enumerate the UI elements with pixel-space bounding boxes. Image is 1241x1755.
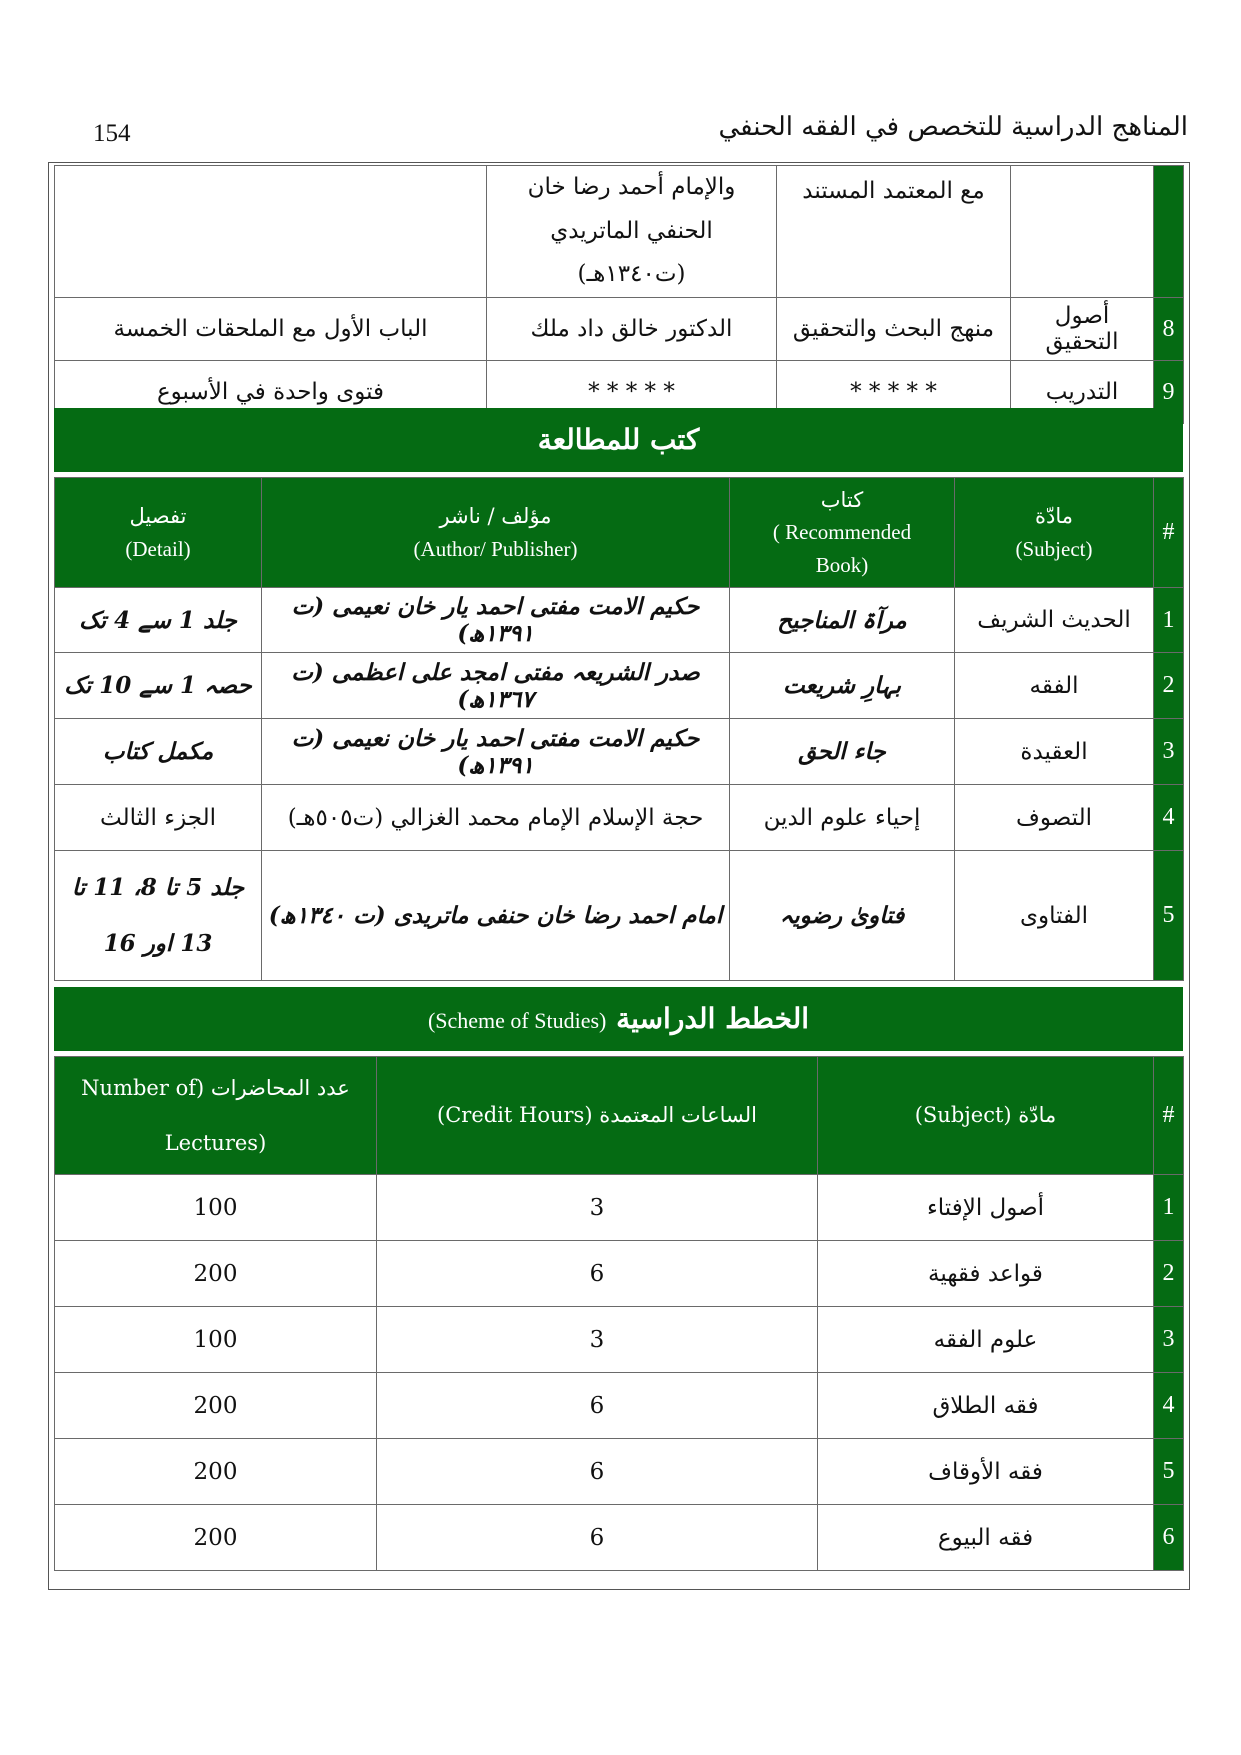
reading-books-table — [54, 477, 1184, 981]
header-author-en: (Author/ Publisher) — [413, 536, 578, 561]
row-number: 8 — [1154, 298, 1184, 361]
table-row — [55, 1439, 1184, 1505]
header-number: # — [1154, 1057, 1184, 1175]
header-subject-en: (Subject) — [1015, 536, 1093, 561]
header-subject-ar: مادّة — [1034, 503, 1073, 528]
subject-cell: العقيدة — [955, 719, 1154, 785]
subject-cell: أصول الإفتاء — [818, 1175, 1154, 1241]
subject-cell: علوم الفقه — [818, 1307, 1154, 1373]
author-cell: صدر الشریعہ مفتی امجد علی اعظمی (ت ١٣٦٧ھ) — [262, 653, 730, 719]
lectures-cell: 200 — [55, 1241, 377, 1307]
header-lectures-line1: عدد المحاضرات (Number of — [81, 1075, 350, 1100]
detail-cell: فتوى واحدة في الأسبوع — [55, 361, 487, 424]
book-cell: منهج البحث والتحقيق — [777, 298, 1011, 361]
reading-books-title: كتب للمطالعة — [537, 423, 700, 456]
table-row — [55, 298, 1184, 361]
row-number: 5 — [1154, 851, 1184, 981]
page-header-title: المناهج الدراسية للتخصص في الفقه الحنفي — [718, 112, 1188, 142]
credit-hours-cell: 3 — [377, 1175, 818, 1241]
subject-cell: فقه الأوقاف — [818, 1439, 1154, 1505]
row-number: 2 — [1154, 1241, 1184, 1307]
subject-cell — [1011, 166, 1154, 298]
row-number: 1 — [1154, 588, 1184, 653]
row-number: 3 — [1154, 1307, 1184, 1373]
book-cell: إحياء علوم الدين — [730, 785, 955, 851]
row-number — [1154, 166, 1184, 298]
author-cell: الدكتور خالق داد ملك — [487, 298, 777, 361]
header-author — [262, 478, 730, 588]
author-cell: امام احمد رضا خان حنفی ماتریدی (ت ١٣٤٠ھ) — [262, 851, 730, 981]
subject-cell: قواعد فقهية — [818, 1241, 1154, 1307]
detail-cell: الجزء الثالث — [55, 785, 262, 851]
table-row — [55, 166, 1184, 298]
book-cell: مرآۃ المناجیح — [730, 588, 955, 653]
author-cell: والإمام أحمد رضا خان الحنفي الماتريدي (ت١٣٤٠هـ) — [487, 166, 777, 298]
detail-cell: جلد 5 تا 8، 11 تا 13 اور 16 — [55, 851, 262, 981]
row-number: 6 — [1154, 1505, 1184, 1571]
row-number: 2 — [1154, 653, 1184, 719]
lectures-cell: 200 — [55, 1373, 377, 1439]
page-number: 154 — [93, 120, 131, 147]
table-row — [55, 1241, 1184, 1307]
subject-cell: فقه البيوع — [818, 1505, 1154, 1571]
header-lectures-line2: (Lectures — [164, 1130, 267, 1155]
credit-hours-cell: 6 — [377, 1439, 818, 1505]
subject-cell: التصوف — [955, 785, 1154, 851]
continued-curriculum-table — [54, 165, 1184, 424]
book-cell: * * * * * — [777, 361, 1011, 424]
credit-hours-cell: 6 — [377, 1241, 818, 1307]
row-number: 4 — [1154, 1373, 1184, 1439]
scheme-title-en: (Scheme of Studies) — [427, 1008, 607, 1033]
table-row — [55, 1307, 1184, 1373]
header-detail — [55, 478, 262, 588]
lectures-cell: 100 — [55, 1307, 377, 1373]
header-number: # — [1154, 478, 1184, 588]
lectures-cell: 200 — [55, 1439, 377, 1505]
scheme-title-ar: الخطط الدراسية — [616, 1002, 810, 1035]
header-subject — [955, 478, 1154, 588]
book-cell: بہارِ شریعت — [730, 653, 955, 719]
table-row — [55, 588, 1184, 653]
row-number: 1 — [1154, 1175, 1184, 1241]
header-book — [730, 478, 955, 588]
detail-cell: الباب الأول مع الملحقات الخمسة — [55, 298, 487, 361]
subject-cell: الفقه — [955, 653, 1154, 719]
subject-cell: فقه الطلاق — [818, 1373, 1154, 1439]
header-book-ar: كتاب — [820, 487, 864, 512]
subject-cell: التدريب — [1011, 361, 1154, 424]
table-row — [55, 851, 1184, 981]
row-number: 9 — [1154, 361, 1184, 424]
header-author-ar: مؤلف / ناشر — [439, 503, 552, 528]
author-cell: حجة الإسلام الإمام محمد الغزالي (ت٥٠٥هـ) — [262, 785, 730, 851]
table-row — [55, 1373, 1184, 1439]
header-subject: مادّة (Subject) — [818, 1057, 1154, 1175]
header-detail-en: (Detail) — [125, 536, 191, 561]
table-row — [55, 1175, 1184, 1241]
header-book-en-2: (Book — [815, 552, 869, 577]
lectures-cell: 100 — [55, 1175, 377, 1241]
table-row — [55, 785, 1184, 851]
scheme-of-studies-banner — [54, 987, 1183, 1051]
book-cell: فتاویٰ رضویہ — [730, 851, 955, 981]
author-cell: حکیم الامت مفتی احمد یار خان نعیمی (ت ١٣٩١ھ) — [262, 719, 730, 785]
subject-cell: الفتاوى — [955, 851, 1154, 981]
author-cell: * * * * * — [487, 361, 777, 424]
book-cell: مع المعتمد المستند — [777, 166, 1011, 298]
table-row — [55, 719, 1184, 785]
credit-hours-cell: 6 — [377, 1505, 818, 1571]
header-lectures — [55, 1057, 377, 1175]
row-number: 5 — [1154, 1439, 1184, 1505]
book-cell: جاء الحق — [730, 719, 955, 785]
subject-cell: الحديث الشريف — [955, 588, 1154, 653]
detail-cell: حصہ 1 سے 10 تک — [55, 653, 262, 719]
header-book-en: Recommended ) — [772, 520, 912, 545]
subject-cell: أصول التحقيق — [1011, 298, 1154, 361]
row-number: 4 — [1154, 785, 1184, 851]
credit-hours-cell: 6 — [377, 1373, 818, 1439]
detail-cell: جلد 1 سے 4 تک — [55, 588, 262, 653]
row-number: 3 — [1154, 719, 1184, 785]
table-row — [55, 1505, 1184, 1571]
scheme-of-studies-table — [54, 1056, 1184, 1571]
credit-hours-cell: 3 — [377, 1307, 818, 1373]
header-credit-hours: الساعات المعتمدة (Credit Hours) — [377, 1057, 818, 1175]
detail-cell — [55, 166, 487, 298]
table-header-row — [55, 1057, 1184, 1175]
lectures-cell: 200 — [55, 1505, 377, 1571]
header-detail-ar: تفصيل — [129, 503, 187, 528]
author-cell: حکیم الامت مفتی احمد یار خان نعیمی (ت ١٣٩١ھ) — [262, 588, 730, 653]
reading-books-banner — [54, 408, 1183, 472]
detail-cell: مکمل کتاب — [55, 719, 262, 785]
table-row — [55, 653, 1184, 719]
table-header-row — [55, 478, 1184, 588]
